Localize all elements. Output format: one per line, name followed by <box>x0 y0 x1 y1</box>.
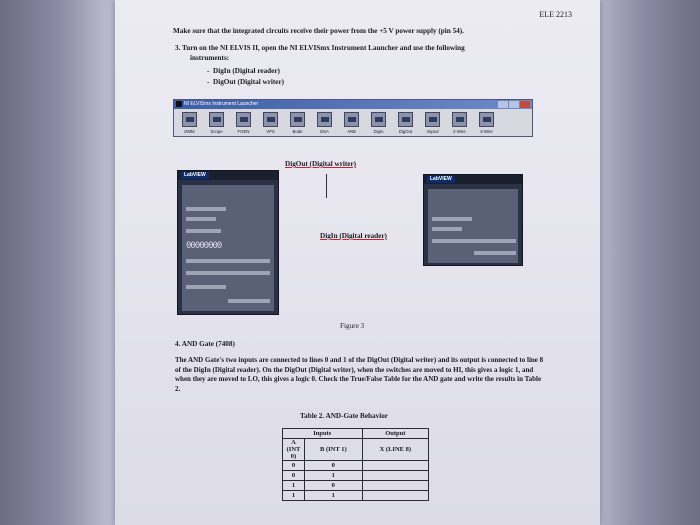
dmm-icon <box>182 112 197 127</box>
digout-control-row <box>186 217 216 221</box>
digout-panel <box>177 170 279 315</box>
step3-line1: 3. Turn on the NI ELVIS II, open the NI ELVISmx Instrument Launcher and use the following <box>175 44 465 52</box>
tool-arb[interactable] <box>340 112 363 134</box>
digin-caption <box>320 232 387 240</box>
digout-caption-text: DigOut (Digital writer) <box>285 160 357 168</box>
table-row <box>283 481 429 491</box>
course-code: ELE 2213 <box>539 10 572 19</box>
and-gate-table <box>282 428 429 501</box>
tool-imped[interactable] <box>421 112 444 134</box>
digin-control-row <box>432 227 462 231</box>
digin-panel-header <box>424 175 522 184</box>
tool-label: Bode <box>292 129 303 134</box>
tool-2wire[interactable] <box>448 112 471 134</box>
cell-x[interactable] <box>362 491 428 501</box>
table-row <box>283 471 429 481</box>
digout-control-row <box>186 285 226 289</box>
tool-label: FGEN <box>237 129 250 134</box>
fgen-icon <box>236 112 251 127</box>
tool-label: DMM <box>184 129 195 134</box>
dsa-icon <box>317 112 332 127</box>
digout-switches[interactable]: 00000000 <box>186 241 222 251</box>
bullet-digin-text: DigIn (Digital reader) <box>213 67 280 75</box>
step4-heading: 4. AND Gate (7408) <box>175 340 235 348</box>
digout-control-row <box>186 259 270 263</box>
tool-digout[interactable] <box>394 112 417 134</box>
cell-b: 0 <box>305 481 363 491</box>
bode-icon <box>290 112 305 127</box>
output-header: Output <box>362 429 428 439</box>
document-page <box>115 0 600 525</box>
bullet-digin: - DigIn (Digital reader) <box>207 67 280 75</box>
digin-buttons-row[interactable] <box>474 251 516 255</box>
col-a-header: A (INT 0) <box>283 439 305 461</box>
tool-bode[interactable] <box>286 112 309 134</box>
tool-3wire[interactable] <box>475 112 498 134</box>
vps-icon <box>263 112 278 127</box>
labview-logo: LabVIEW <box>181 172 209 179</box>
cell-b: 1 <box>305 471 363 481</box>
arb-icon <box>344 112 359 127</box>
digout-control-row <box>186 207 226 211</box>
cell-a: 1 <box>283 481 305 491</box>
tool-label: VPS <box>266 129 275 134</box>
table-row <box>283 491 429 501</box>
inputs-header: Inputs <box>283 429 363 439</box>
step3-line2: instruments: <box>190 54 230 62</box>
bullet-digout: - DigOut (Digital writer) <box>207 78 285 86</box>
step4-paragraph: The AND Gate's two inputs are connected to lines 0 and 1 of the DigOut (Digital writer) and its output is connected to line 8 of the DigIn (Digital reader). On the DigOut (Digital writer), when the switches are moved to HI, this gives a logic 1, and when they are moved to LO, this gives a logic 0. Check the True/False Table for the AND gate and write the results in Table 2. <box>175 356 544 393</box>
table-caption: Table 2. AND-Gate Behavior <box>300 412 388 420</box>
scope-icon <box>209 112 224 127</box>
tool-vps[interactable] <box>259 112 282 134</box>
maximize-icon[interactable] <box>509 101 519 108</box>
table-row <box>283 461 429 471</box>
digin-control-row <box>432 217 472 221</box>
tool-dsa[interactable] <box>313 112 336 134</box>
digout-panel-header <box>178 171 278 180</box>
tool-label: DigIn <box>373 129 384 134</box>
tool-digin[interactable] <box>367 112 390 134</box>
cell-b: 1 <box>305 491 363 501</box>
close-icon[interactable] <box>520 101 530 108</box>
tool-dmm[interactable] <box>178 112 201 134</box>
cell-x[interactable] <box>362 461 428 471</box>
labview-logo: LabVIEW <box>427 176 455 183</box>
tool-label: DigOut <box>398 129 413 134</box>
cell-x[interactable] <box>362 481 428 491</box>
digout-buttons-row[interactable] <box>228 299 270 303</box>
digin-panel <box>423 174 523 266</box>
figure-caption: Figure 3 <box>340 322 365 330</box>
intro-text: Make sure that the integrated circuits receive their power from the +5 V power supply (pin 54). <box>173 27 464 35</box>
digout-icon <box>398 112 413 127</box>
ni-logo-icon <box>176 101 182 107</box>
launcher-title: NI ELVISmx Instrument Launcher <box>184 101 259 107</box>
cell-a: 1 <box>283 491 305 501</box>
tool-label: 3-Wire <box>480 129 493 134</box>
bullet-digout-text: DigOut (Digital writer) <box>213 78 285 86</box>
digin-icon <box>371 112 386 127</box>
col-b-header: B (INT 1) <box>305 439 363 461</box>
window-controls <box>498 101 530 108</box>
digout-caption <box>285 160 356 168</box>
cell-x[interactable] <box>362 471 428 481</box>
three-wire-icon <box>479 112 494 127</box>
digout-control-row <box>186 229 221 233</box>
col-x-header: X (LINE 8) <box>362 439 428 461</box>
tool-label: DSA <box>320 129 329 134</box>
cell-a: 0 <box>283 471 305 481</box>
instrument-launcher-window <box>173 99 533 137</box>
cell-a: 0 <box>283 461 305 471</box>
text-cursor <box>326 174 327 198</box>
tool-label: 2-Wire <box>453 129 466 134</box>
minimize-icon[interactable] <box>498 101 508 108</box>
cell-b: 0 <box>305 461 363 471</box>
digout-control-row <box>186 271 270 275</box>
tool-label: Imped <box>426 129 439 134</box>
tool-label: ARB <box>347 129 356 134</box>
imped-icon <box>425 112 440 127</box>
two-wire-icon <box>452 112 467 127</box>
digin-control-row <box>432 239 516 243</box>
tool-scope[interactable] <box>205 112 228 134</box>
launcher-titlebar <box>174 100 532 109</box>
launcher-tools <box>174 109 532 137</box>
tool-fgen[interactable] <box>232 112 255 134</box>
tool-label: Scope <box>210 129 223 134</box>
digin-caption-text: DigIn (Digital reader) <box>320 232 387 240</box>
